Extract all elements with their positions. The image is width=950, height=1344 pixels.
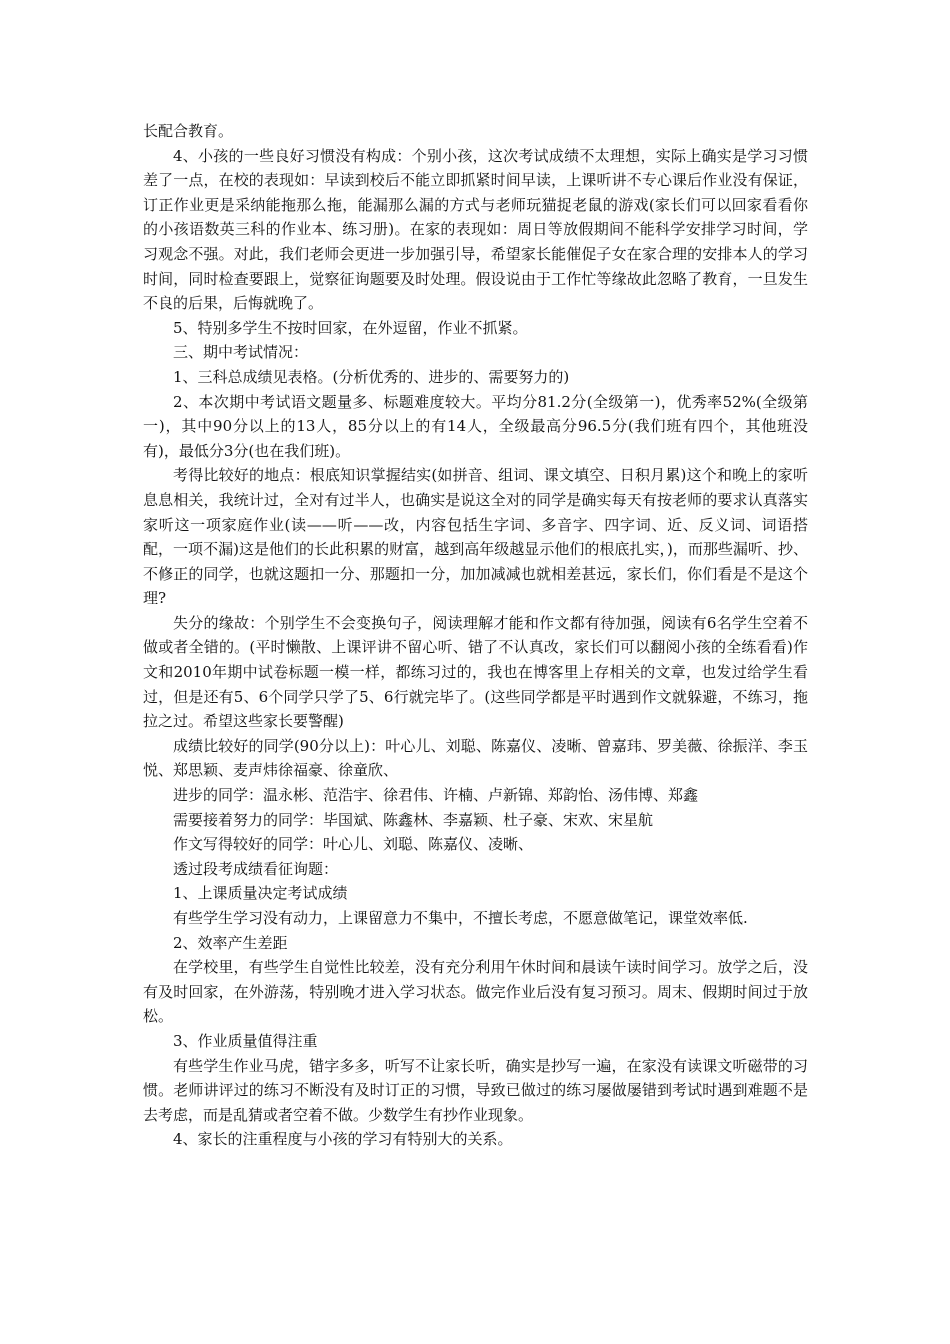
paragraph-continued: 长配合教育。 <box>143 122 234 140</box>
paragraph-homework-quality: 有些学生作业马虎，错字多多，听写不让家长听，确实是抄写一遍，在家没有读课文听磁带的习惯。老师讲评过的练习不断没有及时订正的习惯，导致已做过的练习屡做屡错到考试时遇到难题不是去考虑，而是乱猜或者空着不做。少数学生有抄作业现象。 <box>143 1056 808 1124</box>
paragraph-problems-heading: 透过段考成绩看征询题： <box>173 859 339 878</box>
subheading-homework-quality: 3、作业质量值得注重 <box>173 1031 318 1050</box>
paragraph-habits: 4、小孩的一些良好习惯没有构成：个别小孩，这次考试成绩不太理想，实际上确实是学习习惯差了一点，在校的表现如：早读到校后不能立即抓紧时间早读，上课听讲不专心课后作业没有保证，订正作业更是采纳能拖那么拖，能漏那么漏的方式与老师玩猫捉老鼠的游戏(家长们可以回家看看你的小孩语数英三科的作业本、练习册)。在家的表现如：周日等放假期间不能科学安排学习时间，学习观念不强。对此，我们老师会更进一步加强引导，希望家长能催促子女在家合理的安排本人的学习时间，同时检查要跟上，觉察征询题要及时处理。假设说由于工作忙等缘故此忽略了教育，一旦发生不良的后果，后悔就晚了。 <box>143 146 808 313</box>
paragraph-strengths: 考得比较好的地点：根底知识掌握结实(如拼音、组词、课文填空、日积月累)这个和晚上的家听息息相关，我统计过，全对有过半人，也确实是说这全对的同学是确实每天有按老师的要求认真落实家听这一项家庭作业(读——听——改，内容包括生字词、多音字、四字词、近、反义词、词语搭配，一项不漏)这是他们的长此积累的财富，越到高年级越显示他们的根底扎实，)，而那些漏听、抄、不修正的同学，也就这题扣一分、那题扣一分，加加减减也就相差甚远，家长们，你们看是不是这个理? <box>143 466 808 608</box>
paragraph-total-scores: 1、三科总成绩见表格。(分析优秀的、进步的、需要努力的) <box>173 367 570 386</box>
paragraph-needs-effort: 需要接着努力的同学：毕国斌、陈鑫林、李嘉颖、杜子豪、宋欢、宋星航 <box>173 810 654 829</box>
paragraph-class-quality: 有些学生学习没有动力，上课留意力不集中，不擅长考虑，不愿意做笔记，课堂效率低. <box>173 909 748 927</box>
section-heading-midterm: 三、期中考试情况： <box>173 343 309 362</box>
subheading-parent-attention: 4、家长的注重程度与小孩的学习有特别大的关系。 <box>173 1130 513 1149</box>
paragraph-good-essays: 作文写得较好的同学：叶心儿、刘聪、陈嘉仪、凌晰、 <box>173 835 534 854</box>
paragraph-chinese-scores: 2、本次期中考试语文题量多、标题难度较大。平均分81.2分(全级第一)，优秀率52%(全级第一)，其中90分以上的13人，85分以上的有14人，全级最高分96.5分(我们班有四个，其他班没有)，最低分3分(也在我们班)。 <box>143 392 808 460</box>
paragraph-late-home: 5、特别多学生不按时回家，在外逗留，作业不抓紧。 <box>173 318 528 337</box>
subheading-class-quality: 1、上课质量决定考试成绩 <box>173 884 348 903</box>
paragraph-efficiency: 在学校里，有些学生自觉性比较差，没有充分利用午休时间和晨读午读时间学习。放学之后，没有及时回家，在外游荡，特别晚才进入学习状态。做完作业后没有复习预习。周末、假期时间过于放松。 <box>143 958 808 1026</box>
paragraph-top-students: 成绩比较好的同学(90分以上)：叶心儿、刘聪、陈嘉仪、凌晰、曾嘉玮、罗美薇、徐振洋、李玉悦、郑思颖、麦声炜徐福豪、徐童欣、 <box>143 736 808 780</box>
paragraph-weaknesses: 失分的缘故：个别学生不会变换句子，阅读理解才能和作文都有待加强，阅读有6名学生空着不做或者全错的。(平时懒散、上课评讲不留心听、错了不认真改，家长们可以翻阅小孩的全练看看)作文和2010年期中试卷标题一模一样，都练习过的，我也在博客里上存相关的文章，也发过给学生看过，但是还有5、6个同学只学了5、6行就完毕了。(这些同学都是平时遇到作文就躲避，不练习，拖拉之过。希望这些家长要警醒) <box>143 613 808 731</box>
subheading-efficiency: 2、效率产生差距 <box>173 933 288 952</box>
paragraph-improved-students: 进步的同学：温永彬、范浩宇、徐君伟、许楠、卢新锦、郑韵怡、汤伟博、郑鑫 <box>173 786 699 805</box>
document-body <box>143 119 808 1152</box>
